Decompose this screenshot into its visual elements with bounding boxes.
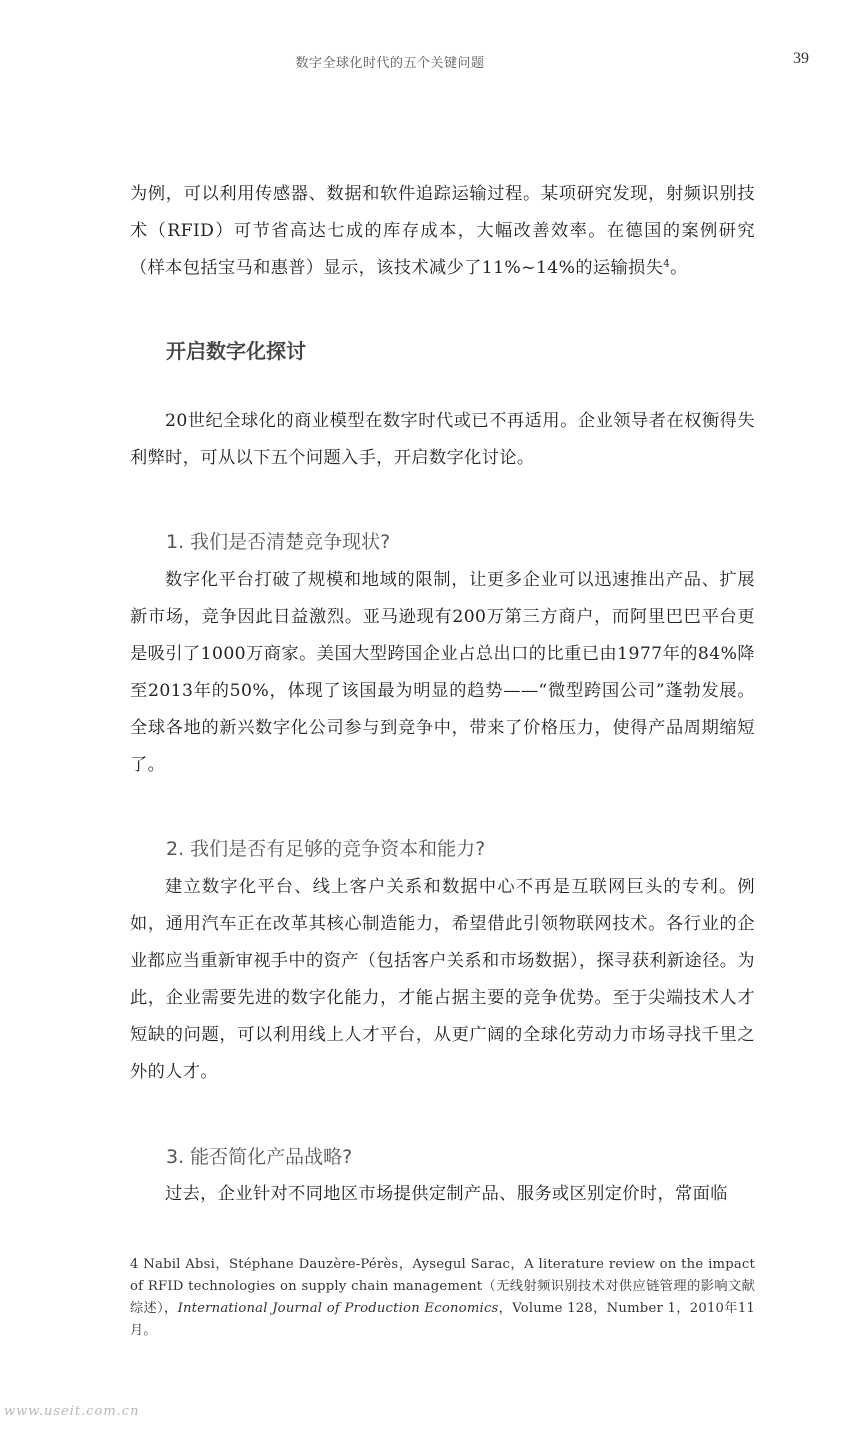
running-title: 数字全球化时代的五个关键问题 [295, 56, 485, 71]
intro-paragraph [130, 176, 755, 287]
question-3-paragraph: 过去，企业针对不同地区市场提供定制产品、服务或区别定价时，常面临 [165, 1184, 728, 1204]
page-number: 39 [793, 50, 809, 67]
footnote-ref[interactable]: 4 [663, 258, 671, 270]
section-heading: 开启数字化探讨 [166, 339, 306, 363]
footnote-journal: International Journal of Production Economics [177, 1301, 499, 1316]
footnote-text-1: 4 Nabil Absi，Stéphane Dauzère-Pérès，Aysegul Sarac，A literature review on the impact of RFID technologies on supply chain management（无线射频识别技术对供应链管理的影响文献综述）， [130, 1257, 755, 1316]
question-2-heading: 2. 我们是否有足够的竞争资本和能力? [166, 838, 486, 860]
intro-end: 。 [670, 258, 688, 278]
intro-text: 为例，可以利用传感器、数据和软件追踪运输过程。某项研究发现，射频识别技术（RFID）可节省高达七成的库存成本，大幅改善效率。在德国的案例研究（样本包括宝马和惠普）显示，该技术减少了11%~14%的运输损失 [130, 184, 755, 278]
question-2-paragraph: 建立数字化平台、线上客户关系和数据中心不再是互联网巨头的专利。例如，通用汽车正在改革其核心制造能力，希望借此引领物联网技术。各行业的企业都应当重新审视手中的资产（包括客户关系和市场数据），探寻获利新途径。为此，企业需要先进的数字化能力，才能占据主要的竞争优势。至于尖端技术人才短缺的问题，可以利用线上人才平台，从更广阔的全球化劳动力市场寻找千里之外的人才。 [130, 877, 755, 1082]
watermark: www.useit.com.cn [4, 1404, 140, 1419]
running-header [0, 50, 857, 70]
question-1-heading: 1. 我们是否清楚竞争现状? [166, 531, 391, 553]
footnote [130, 1254, 755, 1342]
question-1-paragraph: 数字化平台打破了规模和地域的限制，让更多企业可以迅速推出产品、扩展新市场，竞争因此日益激烈。亚马逊现有200万第三方商户，而阿里巴巴平台更是吸引了1000万商家。美国大型跨国企业占总出口的比重已由1977年的84%降至2013年的50%，体现了该国最为明显的趋势——“微型跨国公司”蓬勃发展。全球各地的新兴数字化公司参与到竞争中，带来了价格压力，使得产品周期缩短了。 [130, 570, 755, 775]
question-3-heading: 3. 能否简化产品战略? [166, 1146, 353, 1168]
footnote-text-2: ，Volume 128，Number 1，2010年11月。 [130, 1301, 755, 1338]
section-paragraph: 20世纪全球化的商业模型在数字时代或已不再适用。企业领导者在权衡得失利弊时，可从以下五个问题入手，开启数字化讨论。 [130, 411, 755, 468]
